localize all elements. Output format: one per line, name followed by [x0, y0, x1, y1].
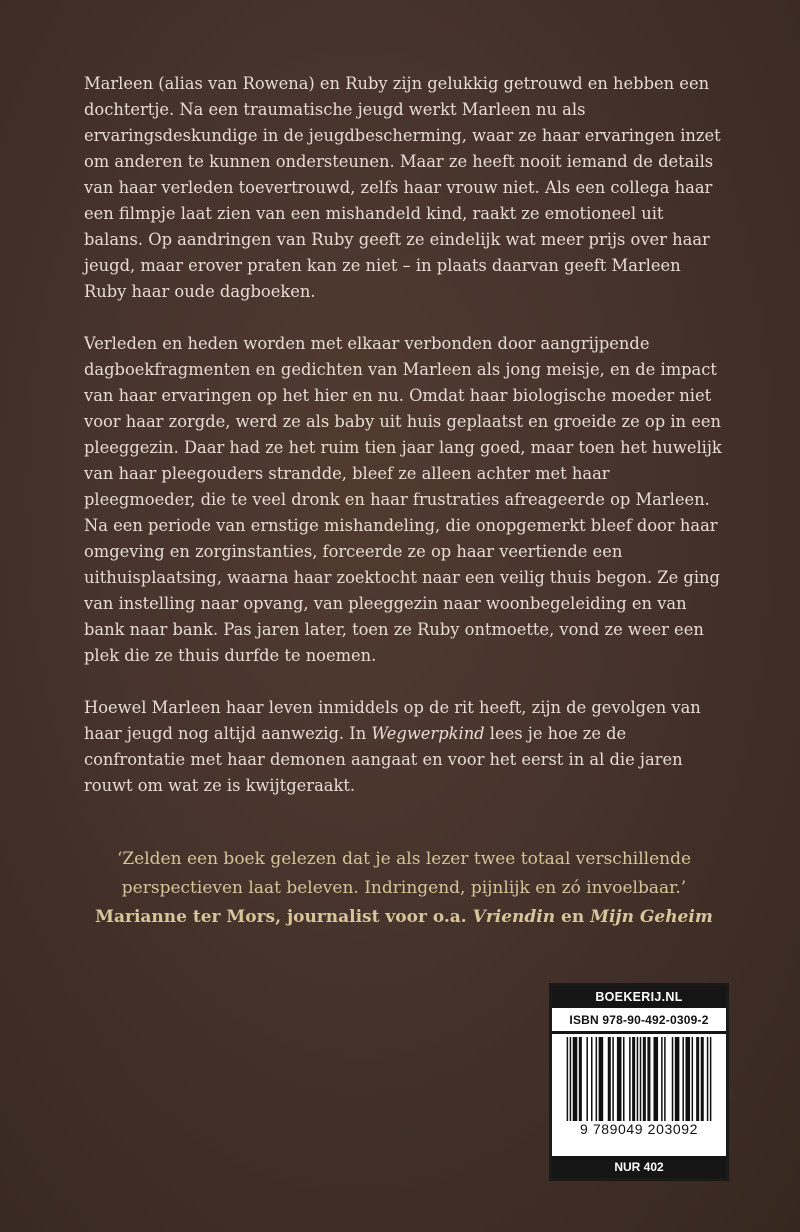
- barcode-bar: [707, 1037, 709, 1121]
- barcode-bar: [696, 1037, 699, 1121]
- book-title: Wegwerpkind: [371, 724, 485, 743]
- barcode-bar: [637, 1037, 639, 1121]
- barcode-bar: [685, 1037, 690, 1121]
- barcode-bar: [675, 1037, 680, 1121]
- magazine-name-1: Vriendin: [472, 907, 556, 927]
- barcode-bar: [640, 1037, 642, 1121]
- barcode-bar: [643, 1037, 646, 1121]
- blurb-paragraph-2: Verleden en heden worden met elkaar verbonden door aangrijpende dagboekfragmenten en gedichten van Marleen als jong meisje, en de impact van haar ervaringen op het hier en nu. Omdat haar biologische moeder niet voor haar zorgde, werd ze als baby uit huis geplaatst en groeide ze op in een pleeggezin. Daar had ze het ruim tien jaar lang goed, maar toen het huwelijk van haar pleegouders strandde, bleef ze alleen achter met haar pleegmoeder, die te veel dronk en haar frustraties afreageerde op Marleen. Na een periode van ernstige mishandeling, die onopgemerkt bleef door haar omgeving en zorginstanties, forceerde ze op haar veertiende een uithuisplaatsing, waarna haar zoektocht naar een veilig thuis begon. Ze ging van instelling naar opvang, van pleeggezin naar woonbegeleiding en van bank naar bank. Pas jaren later, toen ze Ruby ontmoette, vond ze weer een plek die ze thuis durfde te noemen.: [84, 334, 722, 665]
- barcode-bar: [617, 1037, 622, 1121]
- barcode-bar: [701, 1037, 704, 1121]
- barcode-bar: [653, 1037, 658, 1121]
- barcode-bar: [672, 1037, 674, 1121]
- quote-text: ‘Zelden een boek gelezen dat je als lezer twee totaal verschillende perspectieven laat beleven. Indringend, pijnlijk en zó invoelbaar.’: [116, 849, 692, 898]
- quote-author: Marianne ter Mors, journalist voor o.a.: [95, 907, 473, 927]
- blurb-paragraph-3-start: Hoewel Marleen haar leven inmiddels op de rit heeft, zijn de gevolgen van haar jeugd nog altijd aanwezig. In: [84, 698, 701, 743]
- isbn-label: ISBN 978-90-492-0309-2: [552, 1008, 726, 1034]
- nur-label: NUR 402: [552, 1156, 726, 1178]
- barcode-bar: [612, 1037, 614, 1121]
- barcode-bar: [586, 1037, 588, 1121]
- barcode-bar: [692, 1037, 694, 1121]
- barcode-bar: [591, 1037, 593, 1121]
- barcode-bar: [664, 1037, 666, 1121]
- quote-conjunction: en: [555, 907, 591, 927]
- barcode-graphic: [559, 1037, 719, 1121]
- publisher-label: BOEKERIJ.NL: [552, 986, 726, 1008]
- barcode-bar: [573, 1037, 578, 1121]
- barcode-bar: [629, 1037, 631, 1121]
- blurb-text: [84, 71, 724, 825]
- barcode-bar: [608, 1037, 611, 1121]
- barcode-bar: [682, 1037, 684, 1121]
- barcode-bar: [647, 1037, 650, 1121]
- barcode-bar: [623, 1037, 625, 1121]
- barcode-bar: [579, 1037, 582, 1121]
- magazine-name-2: Mijn Geheim: [590, 907, 713, 927]
- blurb-paragraph-3: [84, 695, 724, 799]
- barcode-bar: [710, 1037, 712, 1121]
- barcode-bar: [567, 1037, 569, 1121]
- barcode-bar: [570, 1037, 572, 1121]
- quote-attribution: [84, 903, 724, 932]
- barcode-digits: 9 789049 203092: [580, 1121, 698, 1137]
- blurb-paragraph-3-end: lees je hoe ze de confrontatie met haar demonen aangaat en voor het eerst in al die jaren rouwt om wat ze is kwijtgeraakt.: [84, 724, 683, 795]
- review-quote: [84, 845, 724, 932]
- barcode-bar: [599, 1037, 604, 1121]
- barcode-bar: [632, 1037, 635, 1121]
- barcode-bar: [661, 1037, 663, 1121]
- barcode-bar: [596, 1037, 598, 1121]
- barcode-box: [549, 983, 729, 1181]
- blurb-paragraph-1: Marleen (alias van Rowena) en Ruby zijn gelukkig getrouwd en hebben een dochtertje. Na een traumatische jeugd werkt Marleen nu als ervaringsdeskundige in de jeugdbescherming, waar ze haar ervaringen inzet om anderen te kunnen ondersteunen. Maar ze heeft nooit iemand de details van haar verleden toevertrouwd, zelfs haar vrouw niet. Als een collega haar een filmpje laat zien van een mishandeld kind, raakt ze emotioneel uit balans. Op aandringen van Ruby geeft ze eindelijk wat meer prijs over haar jeugd, maar erover praten kan ze niet – in plaats daarvan geeft Marleen Ruby haar oude dagboeken.: [84, 74, 721, 301]
